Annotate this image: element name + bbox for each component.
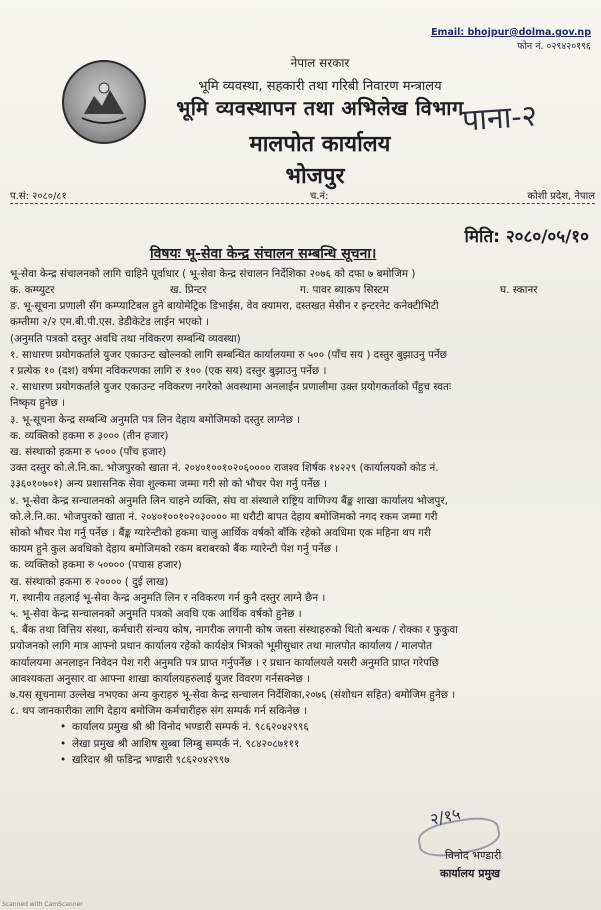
contact-item: • लेखा प्रमुख श्री आशिष सुब्बा लिम्बु सम्पर्क नं. ९८४२०८७१११ xyxy=(10,736,595,752)
notice-body xyxy=(10,266,595,768)
header-department: भूमि व्यवस्थापन तथा अभिलेख विभाग xyxy=(176,96,464,120)
scanner-watermark: Scanned with CamScanner xyxy=(2,901,83,908)
body-line: ख. संस्थाको हकमा रु ५००० (पाँच हजार) xyxy=(10,446,167,459)
header-government: नेपाल सरकार xyxy=(290,56,350,70)
item-scanner: घ. स्कानर xyxy=(500,284,538,297)
phone-number: फोन नं. ०२९४२०१९६ xyxy=(517,41,591,52)
body-line: ख. संस्थाको हकमा रु २०००० ( दुई लाख) xyxy=(10,575,169,588)
body-line: ६. बैंक तथा वित्तिय संस्था, कर्मचारी संन्चय कोष, नागरीक लगानी कोष जस्ता संस्थाहरुको धितो बन्धक / रोक्का र फुकुवा xyxy=(10,624,458,637)
government-emblem-icon xyxy=(62,60,146,144)
item-computer: क. कम्प्युटर xyxy=(10,284,55,297)
body-line: क. व्यक्तिको हकमा रु ५०००० (पचास हजार) xyxy=(10,559,182,572)
contact-block xyxy=(431,26,591,54)
body-line: ५. भू-सेवा केन्द्र सन्चालनको अनुमति पत्रको अवधि एक आर्थिक वर्षको हुनेछ । xyxy=(10,608,302,621)
body-line: प्रयोजनको लागि मात्र आफ्नो प्रधान कार्यालय रहेको कार्यक्षेत्र भित्रको भूमीसुधार तथा मालपोत कार्यालय / मालपोत xyxy=(10,640,433,653)
signer-name: विनोद भण्डारी xyxy=(445,849,502,862)
email-label: Email: xyxy=(431,27,468,38)
email-link[interactable]: bhojpur@dolma.gov.np xyxy=(467,27,591,38)
body-line: ग. स्थानीय तहलाई भू-सेवा केन्द्र अनुमति लिन र नविकरण गर्न कुनै दस्तुर लाग्ने छैन । xyxy=(10,591,326,604)
item-printer: ख. प्रिन्टर xyxy=(170,284,207,297)
item-power-backup: ग. पावर ब्याकप सिस्टम xyxy=(300,284,389,297)
email-line xyxy=(431,26,591,40)
body-line: कार्यालयमा अनलाइन निवेदन पेश गरी अनुमति पत्र प्राप्त गर्नुपर्नेछ । र प्रधान कार्यालयले यसरी अनुमति प्राप्त गरेपछि xyxy=(10,656,439,669)
body-line: को.ले.नि.का. भोजपुरको खाता नं. २०४०१००१०२०३०००० मा धरौटी बापत देहाय बमोजिमको नगद रकम जम्मा गरी xyxy=(10,510,438,523)
body-line: भू-सेवा केन्द्र संचालनको लागि चाहिने पूर्वाधार ( भू-सेवा केन्द्र संचालन निर्देशिका २०७६ को दफा ७ बमोजिम ) xyxy=(10,268,416,280)
body-line: कम्तीमा २/२ एम.बी.पी.एस. डेडीकेटेड लाईन भएको । xyxy=(10,316,210,329)
infrastructure-items xyxy=(10,282,595,298)
body-line: उक्त दस्तुर को.ले.नि.का. भोजपुरको खाता नं. २०४०१००१०२०६०००० राजश्व शिर्षक १४२२९ (कार्यालयको कोड नं. xyxy=(10,462,439,475)
signer-title: कार्यालय प्रमुख xyxy=(440,867,501,880)
header-ministry: भूमि व्यवस्था, सहकारी तथा गरिबी निवारण मन्त्रालय xyxy=(198,79,442,94)
body-line: ८. थप जानकारीका लागि देहाय बमोजिम कर्मचारीहरु संग सम्पर्क गर्न सकिनेछ । xyxy=(10,705,308,718)
body-line: क. व्यक्तिको हकमा रु ३००० (तीन हजार) xyxy=(10,429,169,442)
body-line: सोको भौचर पेश गर्नु पर्नेछ । बैंङ्क ग्यारेन्टीको हकमा चालु आर्थिक वर्षको बाँकि रहेको अवधिमा एक महिना थप गरी xyxy=(10,527,431,540)
body-line: ङ. भू-सूचना प्रणाली सँग कम्प्याटिबल हुने बायोमेट्रिक डिभाईस, वेव क्यामरा, दस्तखत मेसीन र इन्टरनेट कनेक्टीभिटी xyxy=(10,300,439,313)
reference-number: प.सं: २०८०/८१ xyxy=(10,191,67,202)
handwritten-page-note: पाना-२ xyxy=(461,98,539,139)
body-line: (अनुमति पत्रको दस्तुर अवधि तथा नविकरण सम्बन्धि व्यवस्था) xyxy=(10,332,241,345)
document-date: मिति: २०८०/०५/१० xyxy=(464,227,589,247)
header-divider xyxy=(10,203,595,204)
body-line: २. साधारण प्रयोगकर्ताले युजर एकाउन्ट नविकरण नगरेको अवस्थामा अनलाईन प्रणालीमा उक्त प्रयोगकर्ताको पँहुच स्वतः xyxy=(10,381,452,394)
body-line: १. साधारण प्रयोगकर्ताले युजर एकाउन्ट खोल्नको लागि सम्बन्धित कार्यालयमा रु ५०० (पाँच सय ) दस्तुर बुझाउनु पर्नेछ xyxy=(10,348,447,361)
body-line: र प्रत्येक १० (दश) वर्षमा नविकरणका लागि रु १०० (एक सय) दस्तुर बुझाउनु पर्नेछ । xyxy=(10,365,327,378)
body-line: ७.यस सूचनामा उल्लेख नभएका अन्य कुराहरु भू-सेवा केन्द्र सन्चालन निर्देशिका,२०७६ (संशोधन सहित) बमोजिम हुनेछ । xyxy=(10,689,456,702)
province-label: कोशी प्रदेश, नेपाल xyxy=(527,191,595,202)
dispatch-number: च.नं: xyxy=(310,191,329,202)
contact-list xyxy=(10,719,595,768)
contact-item: • खरिदार श्री फडिन्द्र भण्डारी ९८६२०४२९९७ xyxy=(10,752,595,768)
contact-item: • कार्यालय प्रमुख श्री श्री विनोद भण्डारी सम्पर्क नं. ९८६२०४२९९६ xyxy=(10,719,595,735)
body-line: कायम हुने कुल अवधिको देहाय बमोजिमको रकम बराबरको बैंक ग्यारेन्टी पेश गर्नु पर्नेछ । xyxy=(10,543,339,556)
body-line: ३. भू-सूचना केन्द्र सम्बन्धि अनुमति पत्र लिन देहाय बमोजिमको दस्तुर लाग्नेछ । xyxy=(10,413,301,426)
header-office: मालपोत कार्यालय xyxy=(249,132,391,157)
subject-heading: विषयः भू-सेवा केन्द्र संचालन सम्बन्धि सूचना। xyxy=(150,246,377,262)
body-line: ३३६०१०७०१) अन्य प्रशासनिक सेवा शुल्कमा जम्मा गरी सो को भौचर पेश गर्नु पर्नेछ । xyxy=(10,478,328,491)
signature-date: २/१५ xyxy=(428,804,463,829)
body-line: ४. भू-सेवा केन्द्र सन्चालनको अनुमति लिन चाहने व्यक्ति, संघ वा संस्थाले राष्ट्रिय वाणिज्य बैंङ्क शाखा कार्यालय भोजपुर, xyxy=(10,494,448,507)
header-district: भोजपुर xyxy=(285,164,345,189)
body-line: निष्कृय हुनेछ । xyxy=(10,397,66,410)
body-line: आवश्यकता अनुसार वा आफ्ना शाखा कार्यालयहरुलाई युजर विवरण गर्नसक्नेछ । xyxy=(10,672,311,685)
